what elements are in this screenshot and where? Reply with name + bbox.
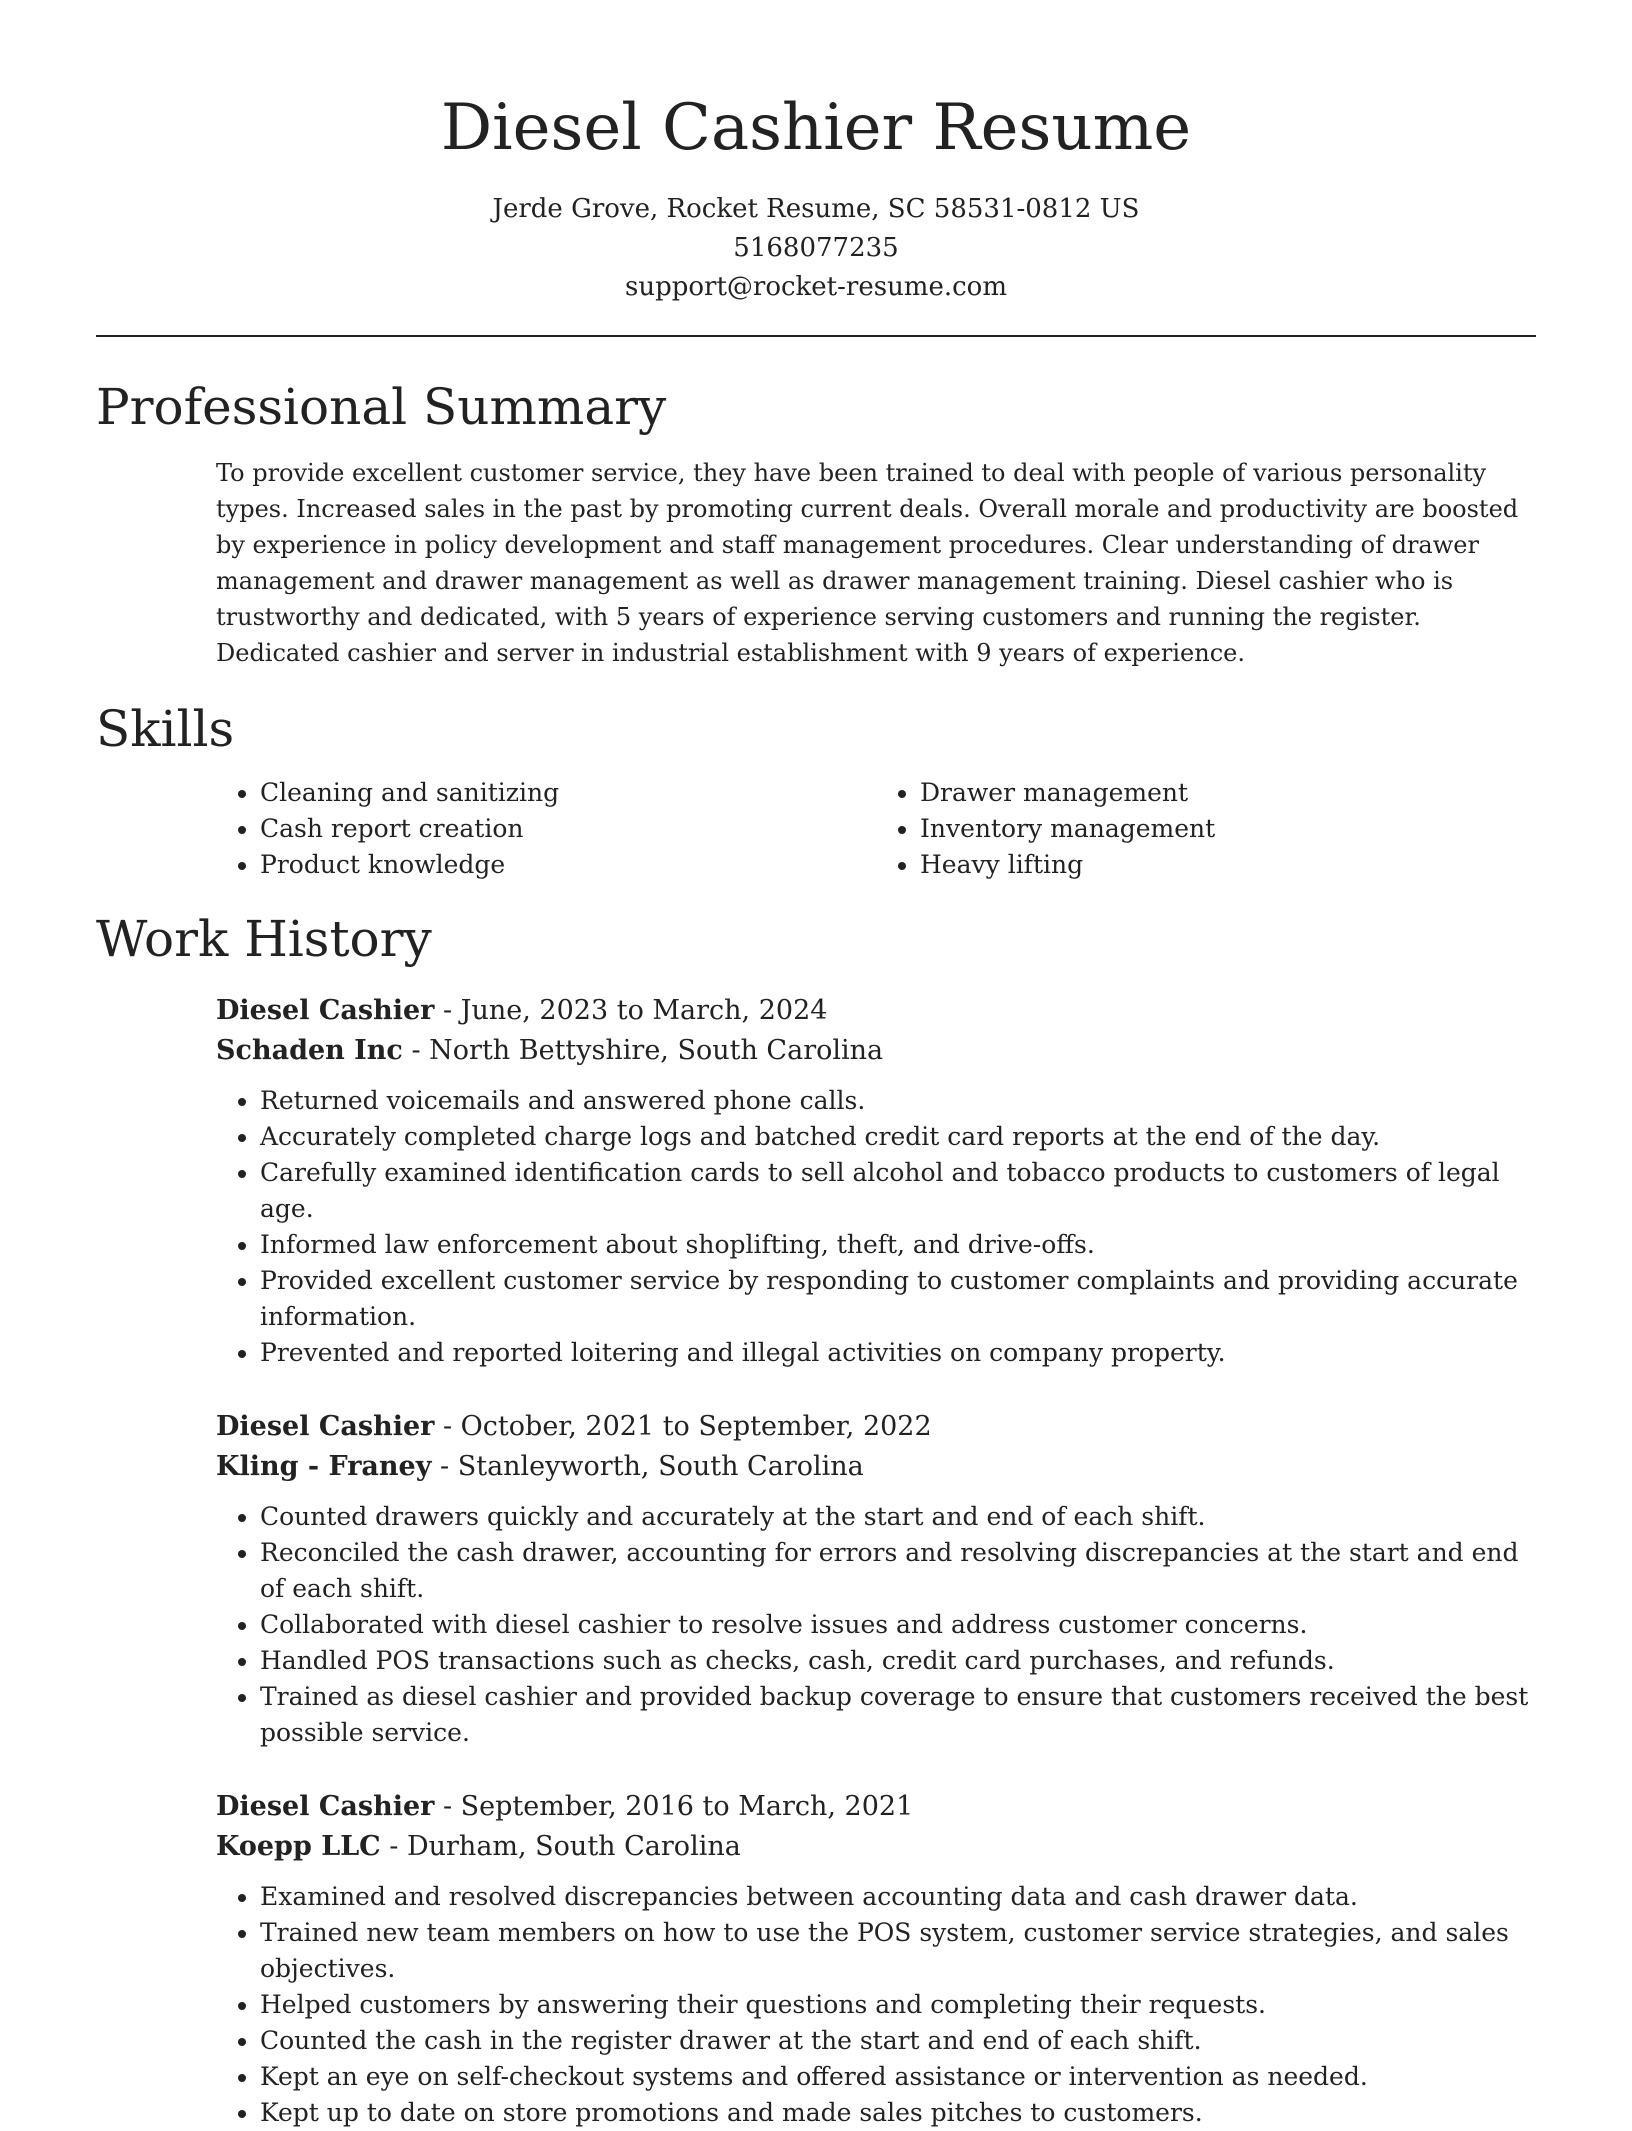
job-duty: • Kept an eye on self-checkout systems and offered assistance or intervention as needed. xyxy=(260,2059,1536,2095)
job-duty: • Collaborated with diesel cashier to resolve issues and address customer concerns. xyxy=(260,1607,1536,1643)
header-divider xyxy=(96,335,1536,337)
job-company: Kling - Franey xyxy=(216,1451,432,1482)
job-company-line: Kling - Franey - Stanleyworth, South Carolina xyxy=(216,1451,864,1482)
skills-list-left xyxy=(216,775,876,883)
job-duty: • Examined and resolved discrepancies between accounting data and cash drawer data. xyxy=(260,1879,1536,1915)
skill-item: • Cleaning and sanitizing xyxy=(260,775,876,811)
job-title: Diesel Cashier xyxy=(216,1411,435,1442)
job-title-line: Diesel Cashier - June, 2023 to March, 2024 xyxy=(216,995,828,1026)
job-entry xyxy=(216,1787,1536,2131)
job-title-line: Diesel Cashier - September, 2016 to March, 2021 xyxy=(216,1791,914,1822)
resume-page xyxy=(96,0,1536,2131)
job-dates: June, 2023 to March, 2024 xyxy=(460,995,828,1026)
job-duty: • Carefully examined identification cards to sell alcohol and tobacco products to customers of legal age. xyxy=(260,1155,1536,1227)
resume-header xyxy=(96,0,1536,307)
job-duty: • Reconciled the cash drawer, accounting for errors and resolving discrepancies at the start and end of each shift. xyxy=(260,1535,1536,1607)
skill-item: • Heavy lifting xyxy=(920,847,1536,883)
job-entry xyxy=(216,991,1536,1371)
summary-text: To provide excellent customer service, they have been trained to deal with people of various personality types. Increased sales in the past by promoting current deals. Overall morale and productivity are boosted by experience in policy development and staff management procedures. Clear understanding of drawer management and drawer management as well as drawer management training. Diesel cashier who is trustworthy and dedicated, with 5 years of experience serving customers and running the register. Dedicated cashier and server in industrial establishment with 9 years of experience. xyxy=(216,459,1519,667)
job-title-line: Diesel Cashier - October, 2021 to September, 2022 xyxy=(216,1411,932,1442)
job-duty: • Returned voicemails and answered phone calls. xyxy=(260,1083,1536,1119)
work-history-section xyxy=(96,907,1536,2131)
job-duty: • Informed law enforcement about shoplifting, theft, and drive-offs. xyxy=(260,1227,1536,1263)
job-dates: September, 2016 to March, 2021 xyxy=(460,1791,914,1822)
job-duty: • Trained new team members on how to use the POS system, customer service strategies, and sales objectives. xyxy=(260,1915,1536,1987)
job-duties-list xyxy=(216,1499,1536,1751)
job-duty: • Accurately completed charge logs and batched credit card reports at the end of the day. xyxy=(260,1119,1536,1155)
skill-item: • Inventory management xyxy=(920,811,1536,847)
job-duty: • Handled POS transactions such as checks, cash, credit card purchases, and refunds. xyxy=(260,1643,1536,1679)
job-duties-list xyxy=(216,1083,1536,1371)
job-entry xyxy=(216,1407,1536,1751)
job-duty: • Counted the cash in the register drawer at the start and end of each shift. xyxy=(260,2023,1536,2059)
work-history-heading: Work History xyxy=(96,910,432,968)
job-company-line: Koepp LLC - Durham, South Carolina xyxy=(216,1831,741,1862)
job-duty: • Prevented and reported loitering and illegal activities on company property. xyxy=(260,1335,1536,1371)
contact-email: support@rocket-resume.com xyxy=(624,272,1007,302)
skills-grid xyxy=(216,775,1536,883)
contact-address: Jerde Grove, Rocket Resume, SC 58531-0812 US xyxy=(492,194,1140,224)
job-company-line: Schaden Inc - North Bettyshire, South Carolina xyxy=(216,1035,884,1066)
job-location: North Bettyshire, South Carolina xyxy=(429,1035,884,1066)
job-duty: • Provided excellent customer service by responding to customer complaints and providing accurate information. xyxy=(260,1263,1536,1335)
professional-summary-section xyxy=(96,375,1536,671)
contact-phone: 5168077235 xyxy=(733,233,899,263)
summary-heading: Professional Summary xyxy=(96,378,667,436)
skill-item: • Drawer management xyxy=(920,775,1536,811)
skills-section xyxy=(96,697,1536,883)
job-location: Durham, South Carolina xyxy=(406,1831,741,1862)
contact-info xyxy=(96,190,1536,307)
job-location: Stanleyworth, South Carolina xyxy=(457,1451,864,1482)
job-duties-list xyxy=(216,1879,1536,2131)
job-company: Schaden Inc xyxy=(216,1035,403,1066)
job-duty: • Helped customers by answering their questions and completing their requests. xyxy=(260,1987,1536,2023)
skills-heading: Skills xyxy=(96,700,235,758)
skill-item: • Product knowledge xyxy=(260,847,876,883)
job-duty: • Kept up to date on store promotions and made sales pitches to customers. xyxy=(260,2095,1536,2131)
skills-list-right xyxy=(876,775,1536,883)
skill-item: • Cash report creation xyxy=(260,811,876,847)
job-duty: • Trained as diesel cashier and provided backup coverage to ensure that customers received the best possible service. xyxy=(260,1679,1536,1751)
job-dates: October, 2021 to September, 2022 xyxy=(460,1411,932,1442)
resume-title: Diesel Cashier Resume xyxy=(440,91,1192,165)
job-company: Koepp LLC xyxy=(216,1831,381,1862)
job-duty: • Counted drawers quickly and accurately at the start and end of each shift. xyxy=(260,1499,1536,1535)
job-title: Diesel Cashier xyxy=(216,1791,435,1822)
job-title: Diesel Cashier xyxy=(216,995,435,1026)
